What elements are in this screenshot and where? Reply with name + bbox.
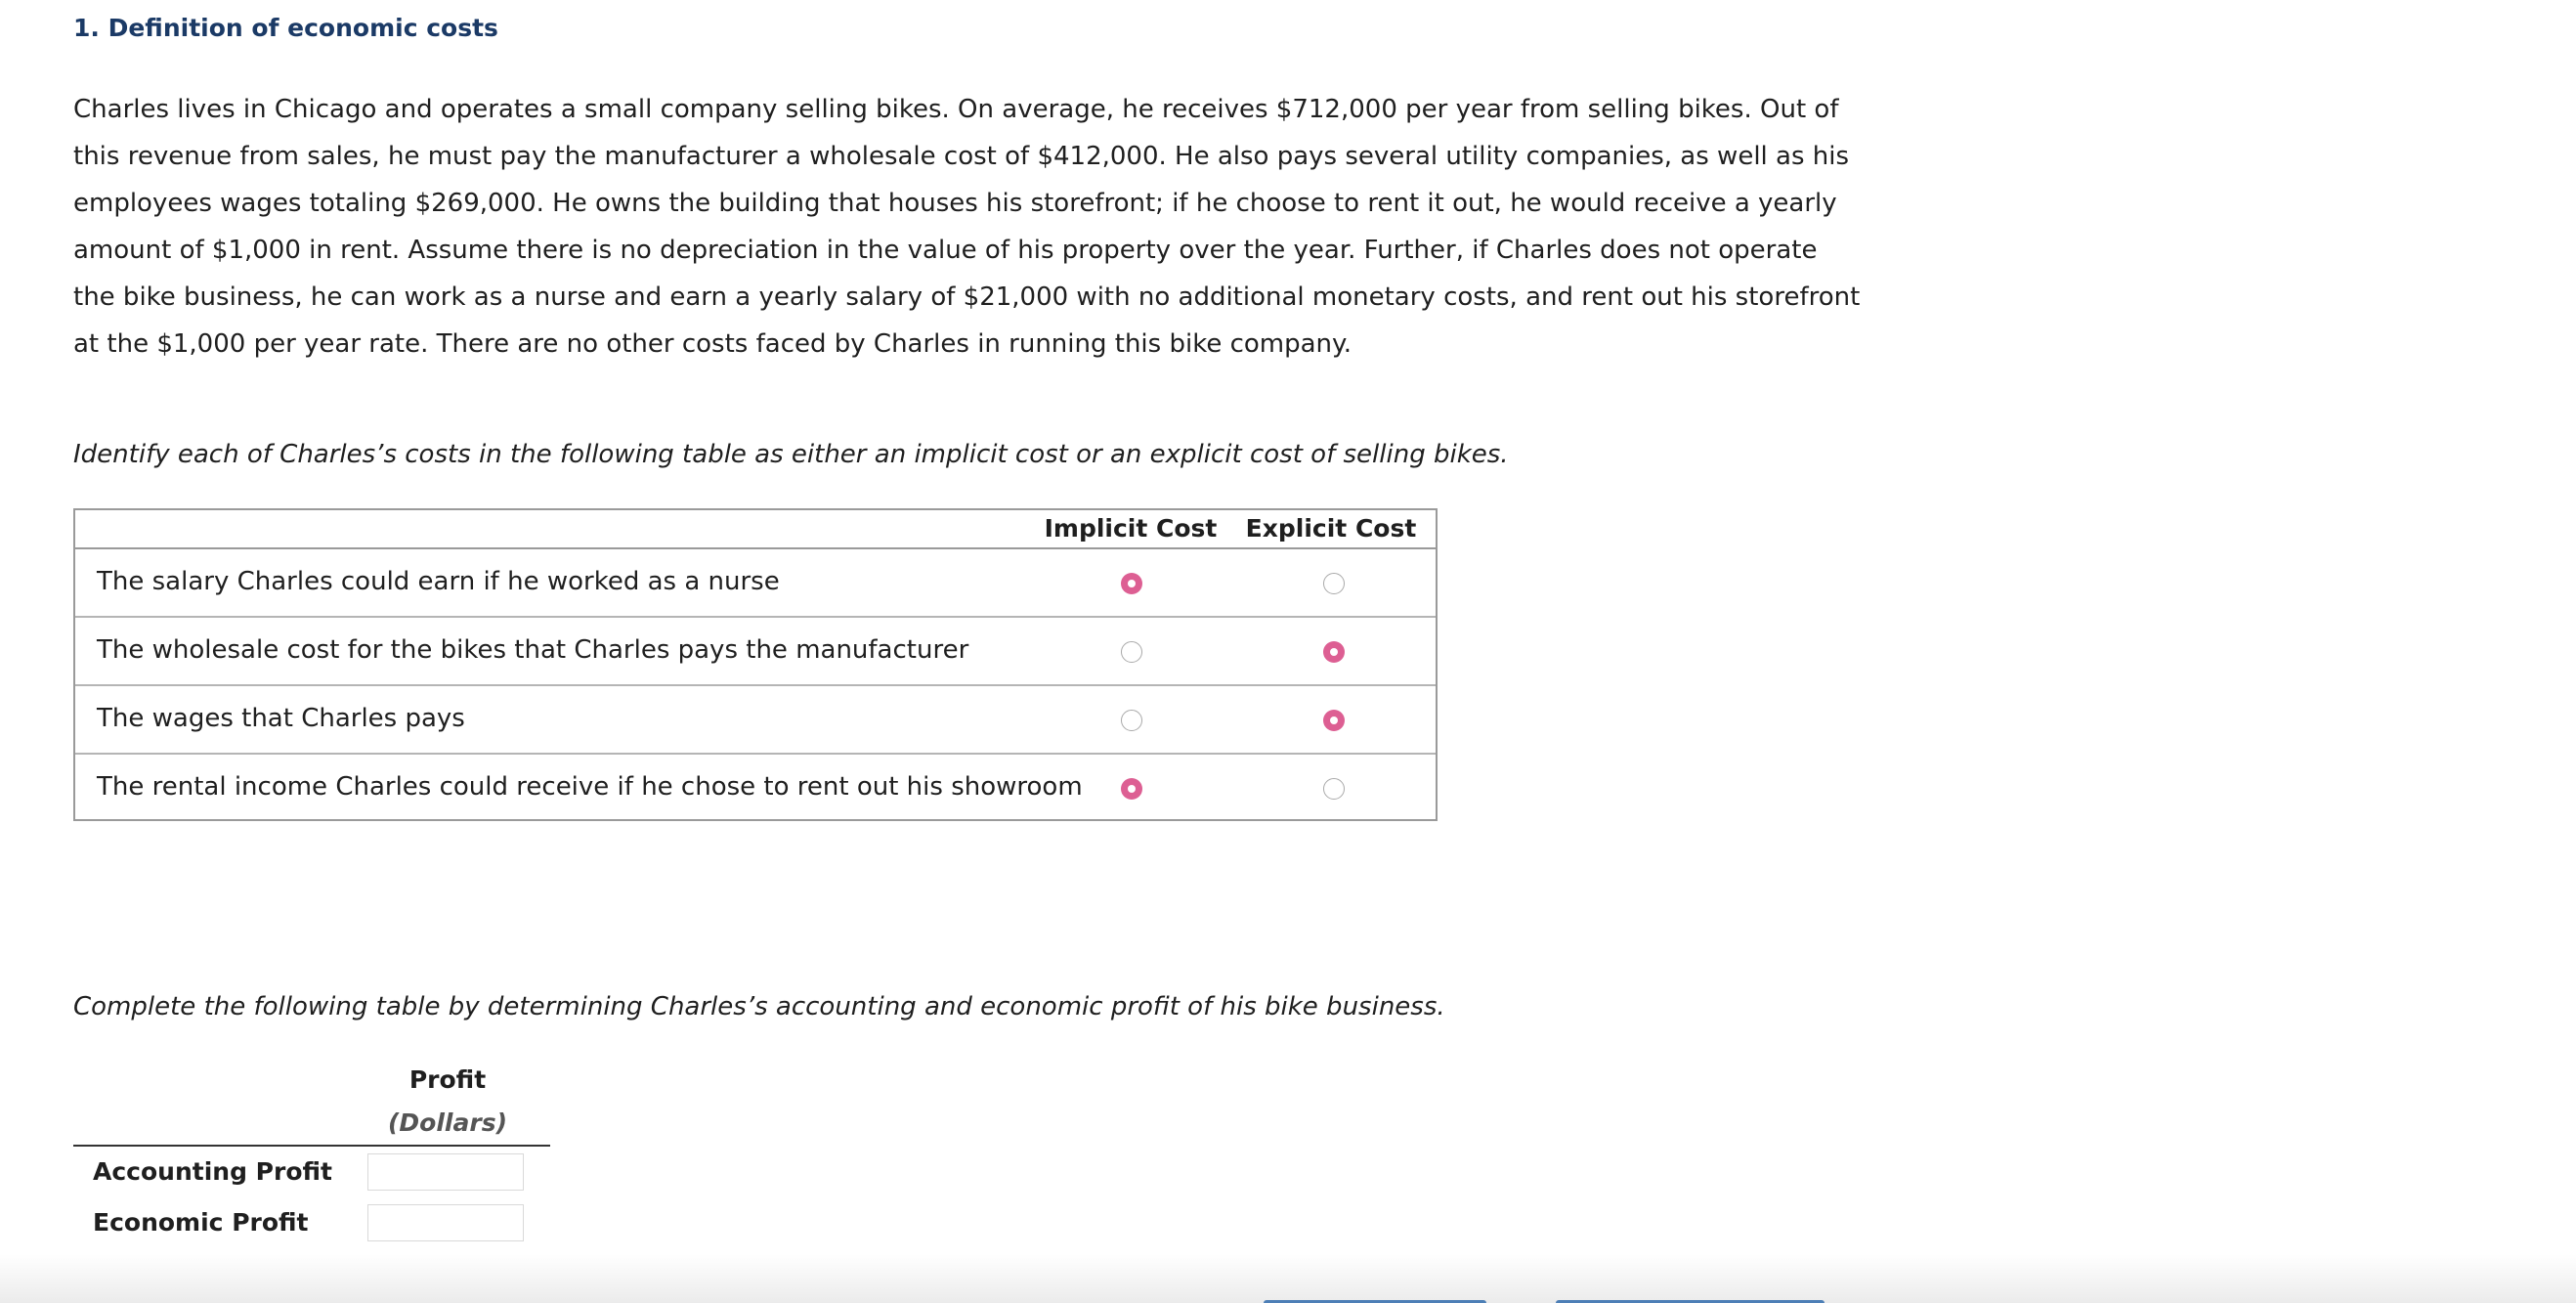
accounting-profit-label: Accounting Profit — [93, 1157, 332, 1186]
instruction-profit-table: Complete the following table by determining Charles’s accounting and economic profit of his bike business. — [73, 992, 1445, 1021]
economic-profit-label: Economic Profit — [93, 1208, 309, 1237]
radio-explicit-nurse-salary[interactable] — [1323, 573, 1345, 594]
column-header-implicit: Implicit Cost — [1044, 514, 1218, 543]
table-row — [75, 686, 1436, 755]
accounting-profit-input[interactable] — [367, 1153, 524, 1191]
table-row — [75, 549, 1436, 618]
instruction-cost-table: Identify each of Charles’s costs in the following table as either an implicit cost or an explicit cost of selling bikes. — [73, 440, 1509, 469]
radio-implicit-wages[interactable] — [1121, 710, 1142, 731]
radio-implicit-nurse-salary[interactable] — [1121, 573, 1142, 594]
row-label: The wholesale cost for the bikes that Charles pays the manufacturer — [97, 635, 969, 665]
bottom-toolbar-shadow — [0, 1254, 2576, 1303]
profit-table-divider — [73, 1145, 550, 1147]
table-row — [75, 755, 1436, 823]
radio-explicit-rental-income[interactable] — [1323, 778, 1345, 800]
radio-explicit-wholesale-cost[interactable] — [1323, 641, 1345, 663]
row-label: The salary Charles could earn if he worked as a nurse — [97, 567, 780, 596]
problem-text: Charles lives in Chicago and operates a small company selling bikes. On average, he receives $712,000 per year from selling bikes. Out of this revenue from sales, he must pay the manufacturer a wholesale cost of $412,000. He also pays several utility companies, as well as his employees wages totaling $269,000. He owns the building that houses his storefront; if he choose to rent it out, he would receive a yearly amount of $1,000 in rent. Assume there is no depreciation in the value of his property over the year. Further, if Charles does not operate the bike business, he can work as a nurse and earn a yearly salary of $21,000 with no additional monetary costs, and rent out his storefront at the $1,000 per year rate. There are no other costs faced by Charles in running this bike company. — [73, 95, 1861, 359]
column-header-explicit: Explicit Cost — [1245, 514, 1417, 543]
cost-classification-table — [73, 508, 1438, 821]
economic-profit-input[interactable] — [367, 1204, 524, 1241]
row-label: The rental income Charles could receive if he chose to rent out his showroom — [97, 772, 1083, 802]
row-label: The wages that Charles pays — [97, 704, 465, 733]
table-row — [75, 618, 1436, 686]
radio-explicit-wages[interactable] — [1323, 710, 1345, 731]
profit-column-header: Profit — [408, 1065, 487, 1094]
radio-implicit-wholesale-cost[interactable] — [1121, 641, 1142, 663]
cost-table-header — [75, 510, 1436, 549]
question-title: 1. Definition of economic costs — [73, 14, 498, 42]
radio-implicit-rental-income[interactable] — [1121, 778, 1142, 800]
profit-column-unit: (Dollars) — [388, 1108, 507, 1137]
